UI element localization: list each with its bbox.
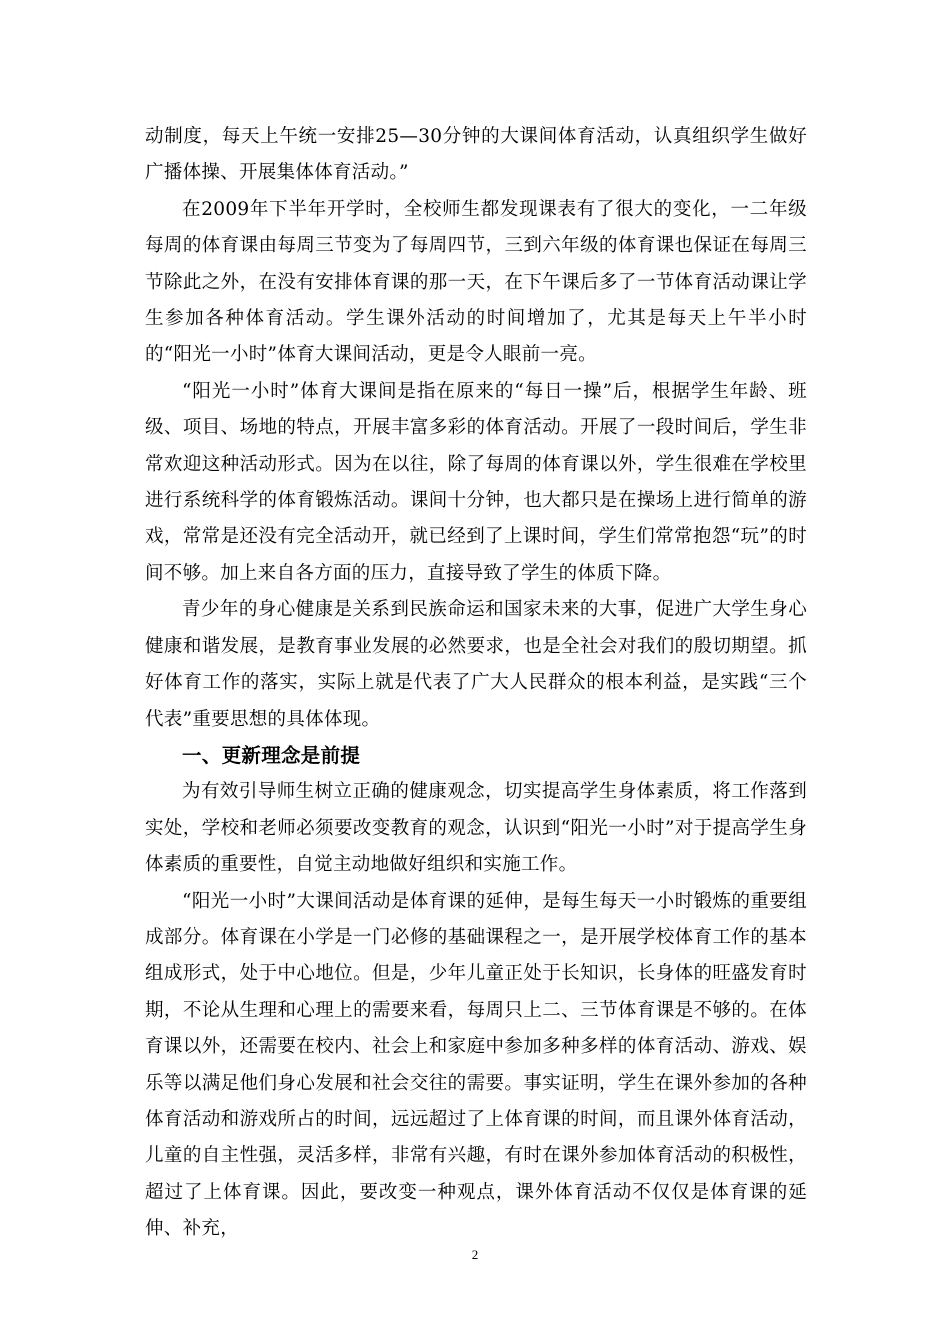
paragraph: 在2009年下半年开学时，全校师生都发现课表有了很大的变化，一二年级每周的体育课由每周三节变为了每周四节，三到六年级的体育课也保证在每周三节除此之外，在没有安排体育课的那一天，在下午课后多了一节体育活动课让学生参加各种体育活动。学生课外活动的时间增加了，尤其是每天上午半小时的“阳光一小时”体育大课间活动，更是令人眼前一亮。 (145, 198, 807, 366)
page-number: 2 (471, 1247, 479, 1262)
paragraph: 青少年的身心健康是关系到民族命运和国家未来的大事，促进广大学生身心健康和谐发展，是教育事业发展的必然要求，也是全社会对我们的殷切期望。抓好体育工作的落实，实际上就是代表了广大人民群众的根本利益，是实践“三个代表”重要思想的具体体现。 (145, 599, 807, 730)
document-body (145, 119, 807, 1248)
paragraph: 为有效引导师生树立正确的健康观念，切实提高学生身体素质，将工作落到实处，学校和老师必须要改变教育的观念，认识到“阳光一小时”对于提高学生身体素质的重要性，自觉主动地做好组织和实施工作。 (145, 781, 807, 876)
paragraph: “阳光一小时”大课间活动是体育课的延伸，是每生每天一小时锻炼的重要组成部分。体育课在小学是一门必修的基础课程之一，是开展学校体育工作的基本组成形式，处于中心地位。但是，少年儿童正处于长知识，长身体的旺盛发育时期，不论从生理和心理上的需要来看，每周只上二、三节体育课是不够的。在体育课以外，还需要在校内、社会上和家庭中参加多种多样的体育活动、游戏、娱乐等以满足他们身心发展和社会交往的需要。事实证明，学生在课外参加的各种体育活动和游戏所占的时间，远远超过了上体育课的时间，而且课外体育活动，儿童的自主性强，灵活多样，非常有兴趣，有时在课外参加体育活动的积极性，超过了上体育课。因此，要改变一种观点，课外体育活动不仅仅是体育课的延伸、补充， (145, 890, 807, 1240)
section-heading: 一、更新理念是前提 (182, 743, 361, 767)
paragraph-continuation: 动制度，每天上午统一安排25—30分钟的大课间体育活动，认真组织学生做好广播体操、开展集体体育活动。” (145, 126, 807, 184)
paragraph: “阳光一小时”体育大课间是指在原来的“每日一操”后，根据学生年龄、班级、项目、场地的特点，开展丰富多彩的体育活动。开展了一段时间后，学生非常欢迎这种活动形式。因为在以往，除了每周的体育课以外，学生很难在学校里进行系统科学的体育锻炼活动。课间十分钟，也大都只是在操场上进行简单的游戏，常常是还没有完全活动开，就已经到了上课时间，学生们常常抱怨“玩”的时间不够。加上来自各方面的压力，直接导致了学生的体质下降。 (145, 380, 807, 584)
